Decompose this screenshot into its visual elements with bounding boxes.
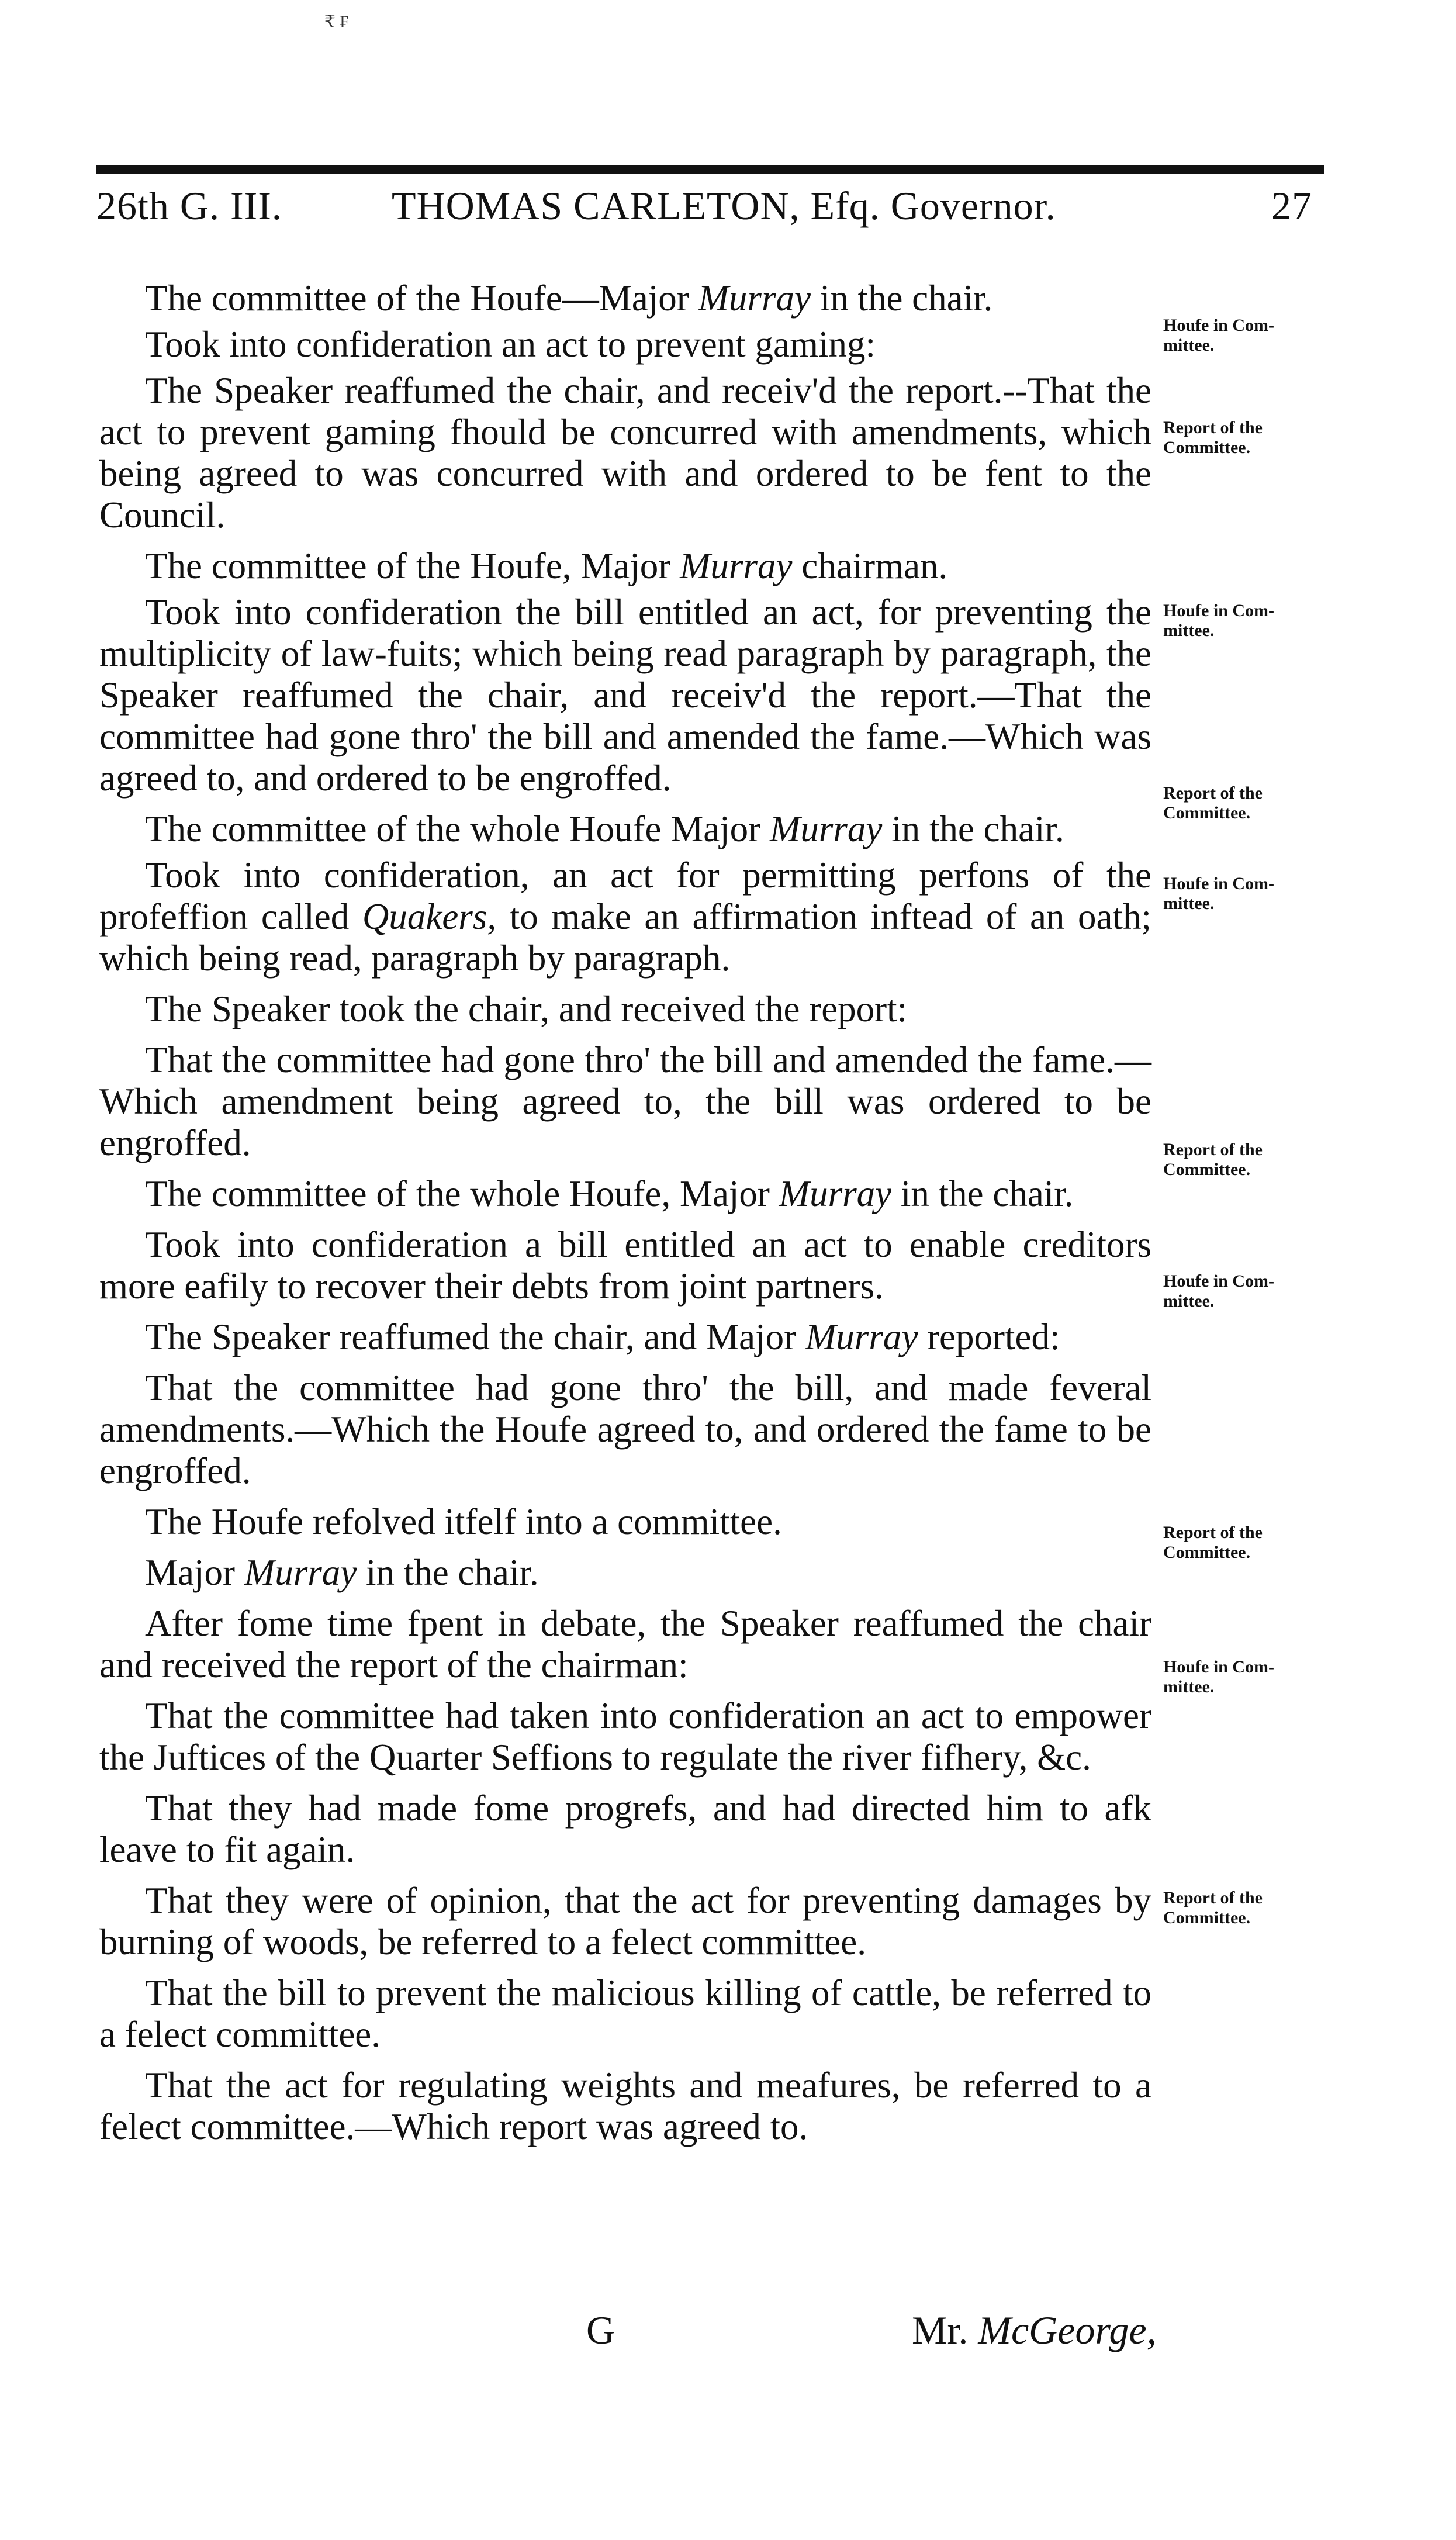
paragraph: The Speaker took the chair, and received the report: bbox=[145, 989, 908, 1029]
paragraph: That they were of opinion, that the act for preventing damages by burning of woods, be referred to a felect committee. bbox=[99, 1880, 1151, 1962]
header-title: THOMAS CARLETON, Efq. Governor. bbox=[392, 184, 1056, 228]
paragraph: Took into confideration the bill entitled an act, for preventing the multiplicity of law-fuits; which being read paragraph by paragraph, the Speaker reaffumed the chair, and receiv'd the report.—That the committee had gone thro' the bill and amended the fame.—Which was agreed to, and ordered to be engroffed. bbox=[99, 592, 1151, 799]
paragraph: The committee of the whole Houfe, Major Murray in the chair. bbox=[145, 1173, 1074, 1214]
signature-mark: G bbox=[586, 2308, 615, 2352]
margin-note: Houfe in Com- mittee. bbox=[1163, 874, 1274, 913]
paragraph: That the bill to prevent the malicious killing of cattle, be referred to a felect committee. bbox=[99, 1972, 1151, 2055]
header-regnal-year: 26th G. III. bbox=[96, 184, 282, 228]
margin-note: Report of the Committee. bbox=[1163, 1888, 1263, 1927]
margin-note: Houfe in Com- mittee. bbox=[1163, 1271, 1274, 1311]
paragraph: The Speaker reaffumed the chair, and Major Murray reported: bbox=[145, 1316, 1060, 1357]
margin-note: Report of the Committee. bbox=[1163, 418, 1263, 457]
paragraph: That the act for regulating weights and meafures, be referred to a felect committee.—Which report was agreed to. bbox=[99, 2065, 1151, 2147]
paragraph: The Houfe refolved itfelf into a committee. bbox=[145, 1501, 782, 1542]
paragraph: That they had made fome progrefs, and had directed him to afk leave to fit again. bbox=[99, 1788, 1151, 1870]
paragraph: The committee of the Houfe—Major Murray in the chair. bbox=[145, 278, 993, 319]
paragraph: Took into confideration, an act for permitting perfons of the profeffion called Quakers, to make an affirmation inftead of an oath; which being read, paragraph by paragraph. bbox=[99, 855, 1151, 979]
page-number: 27 bbox=[1271, 184, 1312, 228]
margin-note: Houfe in Com- mittee. bbox=[1163, 1657, 1274, 1696]
body-text bbox=[99, 278, 1151, 2157]
header-rule bbox=[96, 165, 1324, 174]
paragraph: The Speaker reaffumed the chair, and receiv'd the report.--That the act to prevent gaming fhould be concurred with amendments, which being agreed to was concurred with and ordered to be fent to the Council. bbox=[99, 370, 1151, 535]
paragraph: That the committee had taken into confideration an act to empower the Juftices of the Quarter Seffions to regulate the river fifhery, &c. bbox=[99, 1695, 1151, 1778]
margin-note: Houfe in Com- mittee. bbox=[1163, 316, 1274, 355]
running-header bbox=[96, 178, 1324, 234]
paragraph: The committee of the whole Houfe Major Murray in the chair. bbox=[145, 808, 1064, 849]
paragraph: Took into confideration an act to prevent gaming: bbox=[145, 324, 876, 365]
catchword: Mr. McGeorge, bbox=[912, 2308, 1157, 2352]
paragraph: Major Murray in the chair. bbox=[145, 1552, 539, 1593]
paragraph: The committee of the Houfe, Major Murray chairman. bbox=[145, 545, 948, 586]
margin-note: Report of the Committee. bbox=[1163, 1523, 1263, 1562]
paragraph: After fome time fpent in debate, the Speaker reaffumed the chair and received the report of the chairman: bbox=[99, 1603, 1151, 1685]
margin-note: Report of the Committee. bbox=[1163, 783, 1263, 823]
paragraph: That the committee had gone thro' the bill, and made feveral amendments.—Which the Houfe agreed to, and ordered the fame to be engroffed. bbox=[99, 1367, 1151, 1491]
paragraph: That the committee had gone thro' the bill and amended the fame.—Which amendment being agreed to, the bill was ordered to be engroffed. bbox=[99, 1039, 1151, 1163]
margin-note: Houfe in Com- mittee. bbox=[1163, 601, 1274, 640]
paragraph: Took into confideration a bill entitled an act to enable creditors more eafily to recover their debts from joint partners. bbox=[99, 1224, 1151, 1307]
margin-note: Report of the Committee. bbox=[1163, 1140, 1263, 1179]
top-mark: ₹ ₣ bbox=[324, 12, 349, 32]
